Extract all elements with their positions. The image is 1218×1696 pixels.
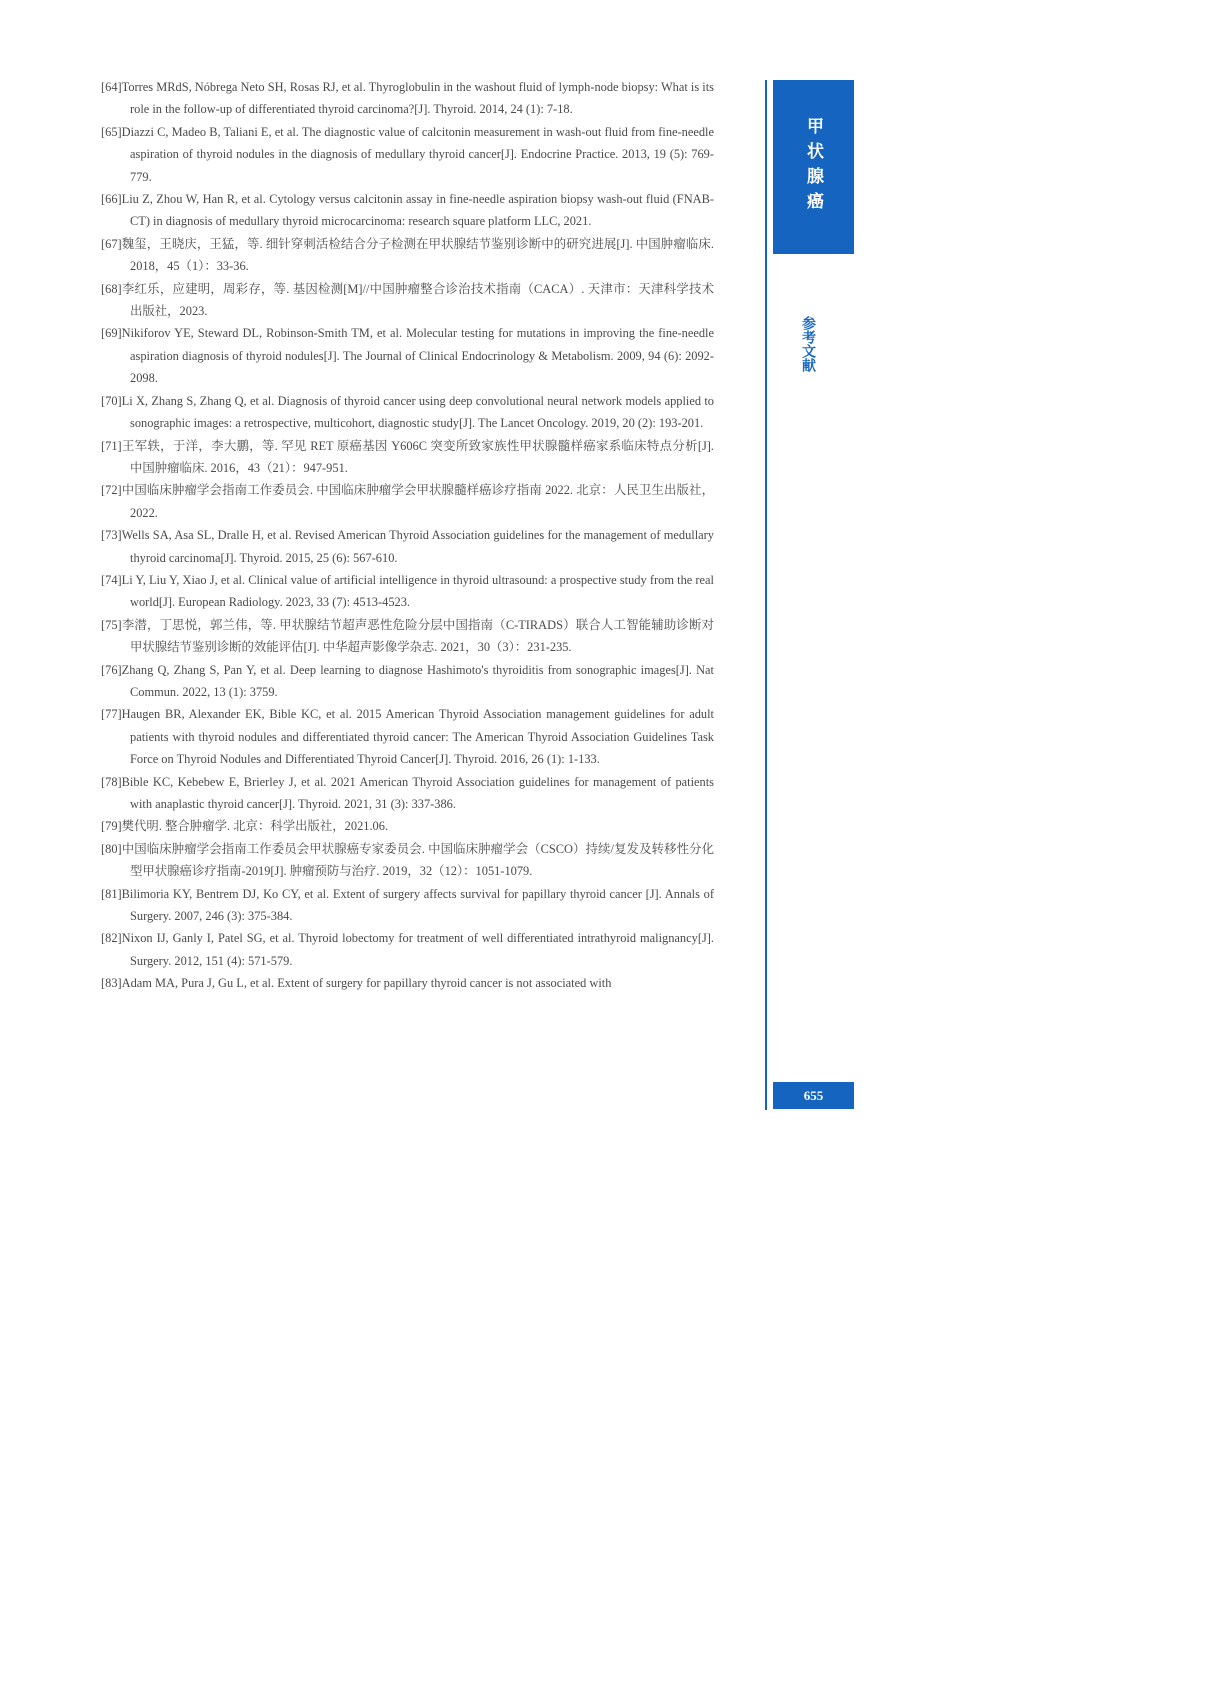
reference-79: [79]樊代明. 整合肿瘤学. 北京：科学出版社，2021.06. [101, 819, 389, 834]
chapter-tab-title: 甲状腺癌 [803, 117, 823, 217]
reference-76: [76]Zhang Q, Zhang S, Pan Y, et al. Deep learning to diagnose Hashimoto's thyroiditis from sonographic images[J]. Nat Commun. 2022, 13 (1): 3759. [101, 662, 714, 699]
reference-75: [75]李潜，丁思悦，郭兰伟，等. 甲状腺结节超声恶性危险分层中国指南（C-TIRADS）联合人工智能辅助诊断对甲状腺结节鉴别诊断的效能评估[J]. 中华超声影像学杂志. 2021，30（3）：231-235. [101, 617, 714, 655]
reference-78: [78]Bible KC, Kebebew E, Brierley J, et al. 2021 American Thyroid Association guidelines for management of patients with anaplastic thyroid cancer[J]. Thyroid. 2021, 31 (3): 337-386. [101, 774, 714, 811]
reference-65: [65]Diazzi C, Madeo B, Taliani E, et al. The diagnostic value of calcitonin measurement in wash-out fluid from fine-needle aspiration of thyroid nodules in the diagnosis of medullary thyroid cancer[J]. Endocrine Practice. 2013, 19 (5): 769-779. [101, 124, 714, 184]
chapter-tab [773, 80, 854, 254]
reference-80: [80]中国临床肿瘤学会指南工作委员会甲状腺癌专家委员会. 中国临床肿瘤学会（CSCO）持续/复发及转移性分化型甲状腺癌诊疗指南-2019[J]. 肿瘤预防与治疗. 2019，32（12）：1051-1079. [101, 841, 714, 879]
reference-64: [64]Torres MRdS, Nóbrega Neto SH, Rosas RJ, et al. Thyroglobulin in the washout fluid of lymph-node biopsy: What is its role in the follow-up of differentiated thyroid carcinoma?[J]. Thyroid. 2014, 24 (1): 7-18. [101, 80, 714, 117]
reference-66: [66]Liu Z, Zhou W, Han R, et al. Cytology versus calcitonin assay in fine-needle aspiration biopsy wash-out fluid (FNAB-CT) in diagnosis of medullary thyroid microcarcinoma: research square platform LLC, 2021. [101, 192, 714, 229]
reference-71: [71]王军轶，于洋，李大鹏，等. 罕见 RET 原癌基因 Y606C 突变所致家族性甲状腺髓样癌家系临床特点分析[J]. 中国肿瘤临床. 2016，43（21）：947-951. [101, 438, 714, 475]
page-number: 655 [773, 1082, 854, 1109]
margin-rule [765, 80, 767, 1110]
reference-77: [77]Haugen BR, Alexander EK, Bible KC, et al. 2015 American Thyroid Association management guidelines for adult patients with thyroid nodules and differentiated thyroid cancer: The American Thyroid Association Guidelines Task Force on Thyroid Nodules and Differentiated Thyroid Cancer[J]. Thyroid. 2016, 26 (1): 1-133. [101, 707, 714, 767]
reference-69: [69]Nikiforov YE, Steward DL, Robinson-Smith TM, et al. Molecular testing for mutations in improving the fine-needle aspiration diagnosis of thyroid nodules[J]. The Journal of Clinical Endocrinology & Metabolism. 2009, 94 (6): 2092-2098. [101, 326, 714, 386]
reference-82: [82]Nixon IJ, Ganly I, Patel SG, et al. Thyroid lobectomy for treatment of well differentiated intrathyroid malignancy[J]. Surgery. 2012, 151 (4): 571-579. [101, 931, 714, 968]
reference-68: [68]李红乐，应建明，周彩存，等. 基因检测[M]//中国肿瘤整合诊治技术指南（CACA）. 天津市：天津科学技术出版社，2023. [101, 281, 714, 319]
reference-74: [74]Li Y, Liu Y, Xiao J, et al. Clinical value of artificial intelligence in thyroid ultrasound: a prospective study from the real world[J]. European Radiology. 2023, 33 (7): 4513-4523. [101, 572, 714, 610]
reference-73: [73]Wells SA, Asa SL, Dralle H, et al. Revised American Thyroid Association guidelines for the management of medullary thyroid carcinoma[J]. Thyroid. 2015, 25 (6): 567-610. [101, 528, 714, 565]
reference-72: [72]中国临床肿瘤学会指南工作委员会. 中国临床肿瘤学会甲状腺髓样癌诊疗指南 2022. 北京：人民卫生出版社，2022. [101, 483, 714, 520]
reference-67: [67]魏玺，王晓庆，王猛，等. 细针穿刺活检结合分子检测在甲状腺结节鉴别诊断中的研究进展[J]. 中国肿瘤临床. 2018，45（1）：33-36. [101, 236, 714, 274]
section-label: 参考文献 [800, 316, 816, 372]
reference-81: [81]Bilimoria KY, Bentrem DJ, Ko CY, et al. Extent of surgery affects survival for papillary thyroid cancer [J]. Annals of Surgery. 2007, 246 (3): 375-384. [101, 886, 714, 924]
reference-70: [70]Li X, Zhang S, Zhang Q, et al. Diagnosis of thyroid cancer using deep convolutional neural network models applied to sonographic images: a retrospective, multicohort, diagnostic study[J]. The Lancet Oncology. 2019, 20 (2): 193-201. [101, 393, 714, 431]
reference-list [101, 76, 714, 995]
reference-83: [83]Adam MA, Pura J, Gu L, et al. Extent of surgery for papillary thyroid cancer is not associated with [101, 976, 612, 991]
